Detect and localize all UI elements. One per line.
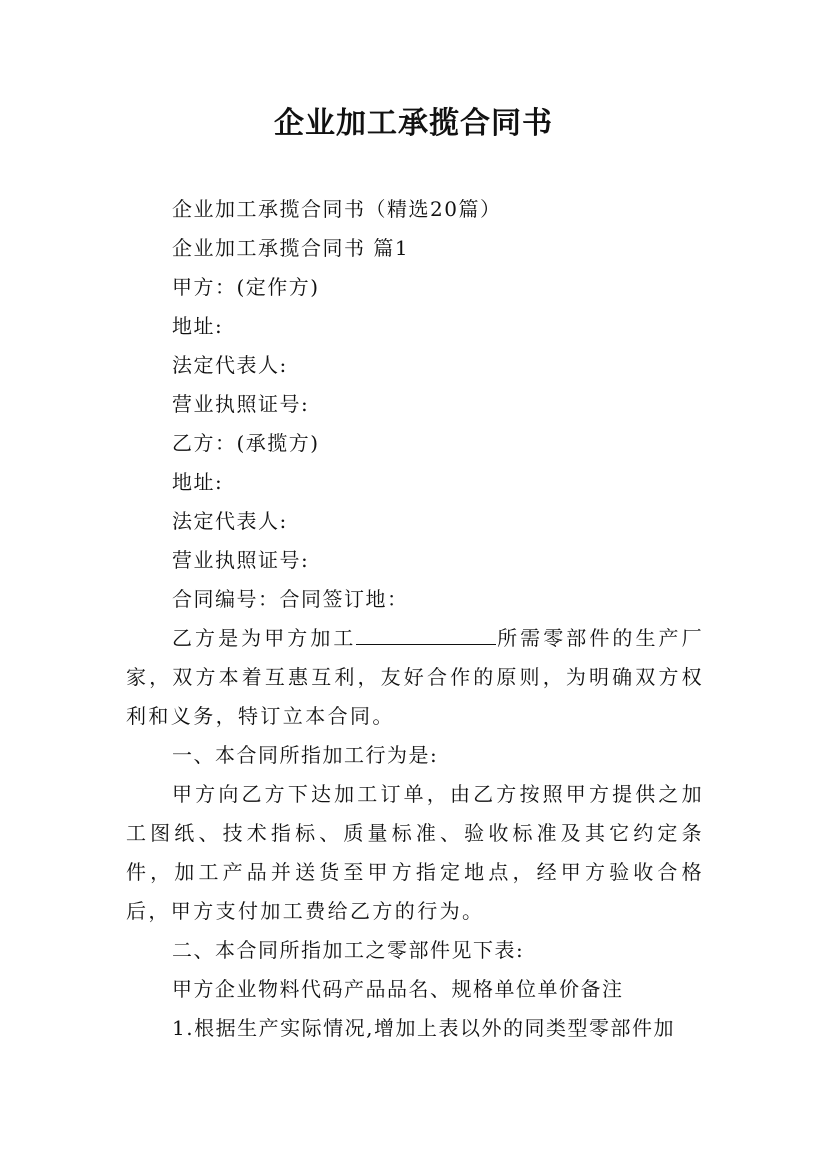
- party-b-license: 营业执照证号:: [172, 548, 310, 572]
- item-1-line: 1.根据生产实际情况,增加上表以外的同类型零部件加: [172, 1016, 675, 1040]
- party-a-line: 甲方：(定作方): [172, 275, 320, 299]
- section-2-heading: 二、本合同所指加工之零部件见下表:: [172, 938, 525, 962]
- section-1-paragraph: 甲方向乙方下达加工订单，由乙方按照甲方提供之加工图纸、技术指标、质量标准、验收标准及其它约定条件，加工产品并送货至甲方指定地点，经甲方验收合格后，甲方支付加工费给乙方的行为。: [126, 782, 704, 923]
- document-title: 企业加工承揽合同书: [274, 106, 553, 141]
- party-a-address: 地址:: [172, 314, 224, 338]
- subtitle-line: 企业加工承揽合同书（精选20篇）: [172, 197, 502, 221]
- party-a-representative: 法定代表人:: [172, 353, 288, 377]
- party-a-license: 营业执照证号:: [172, 392, 310, 416]
- section-1-heading: 一、本合同所指加工行为是:: [172, 743, 439, 767]
- intro-paragraph: [126, 619, 704, 736]
- table-header-line: 甲方企业物料代码产品品名、规格单位单价备注: [172, 977, 624, 1001]
- party-b-representative: 法定代表人:: [172, 509, 288, 533]
- part-heading: 企业加工承揽合同书 篇1: [172, 236, 410, 260]
- fill-in-blank: [356, 624, 496, 645]
- intro-text-end: 所需零部件的生产厂家，双方本着互惠互利，友好合作的原则，为明确双方权利和义务，特订立本合同。: [126, 626, 704, 728]
- intro-text-start: 乙方是为甲方加工: [172, 626, 357, 650]
- document-body: [126, 190, 704, 1048]
- party-b-line: 乙方：(承揽方): [172, 431, 320, 455]
- contract-number-line: 合同编号：合同签订地：: [172, 587, 409, 611]
- party-b-address: 地址:: [172, 470, 224, 494]
